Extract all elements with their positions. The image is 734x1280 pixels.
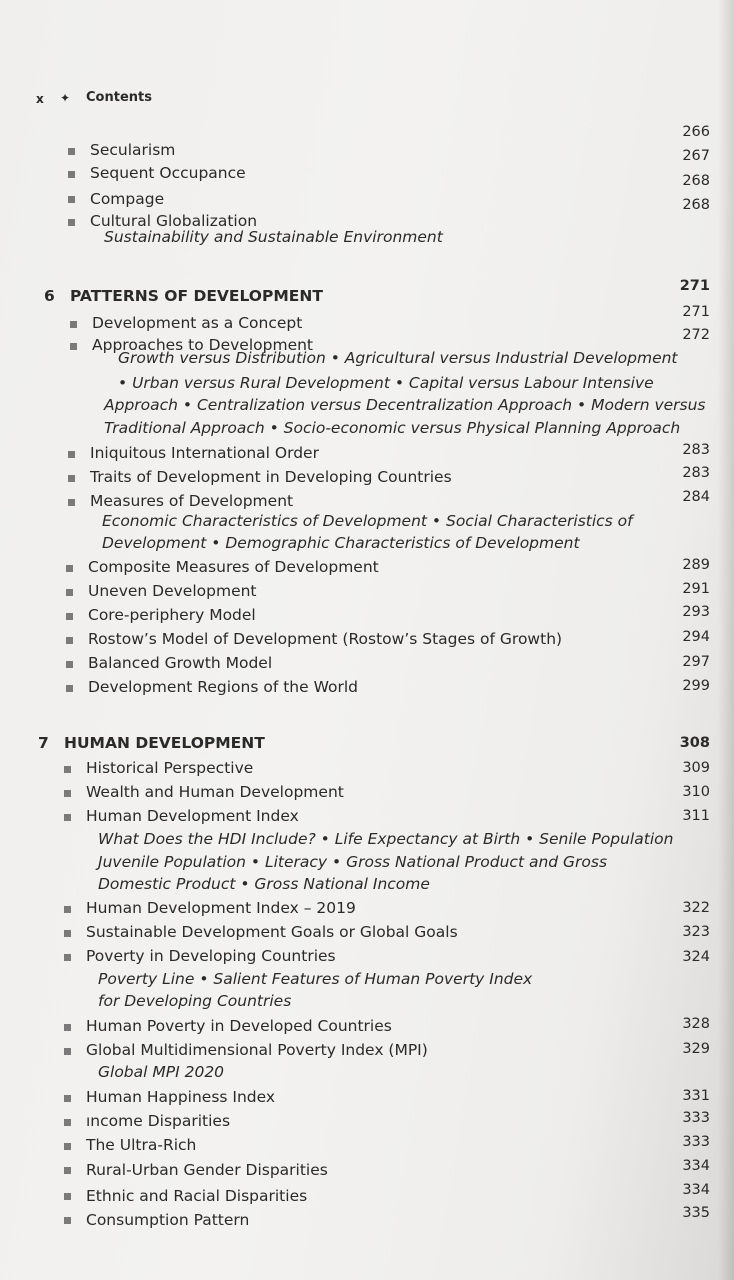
bullet-icon bbox=[64, 1048, 71, 1055]
bullet-icon bbox=[70, 321, 77, 328]
bullet-icon bbox=[66, 613, 73, 620]
chapter-page-number: 271 bbox=[679, 278, 710, 294]
page-number: 323 bbox=[682, 924, 710, 940]
toc-entry: Consumption Pattern bbox=[86, 1211, 250, 1229]
bullet-icon bbox=[68, 196, 75, 203]
page-number: 333 bbox=[682, 1134, 710, 1150]
bullet-icon bbox=[68, 475, 75, 482]
toc-subtopics: Juvenile Population • Literacy • Gross National Product and Gross bbox=[98, 853, 608, 871]
toc-subtopics: • Urban versus Rural Development • Capital versus Labour Intensive bbox=[118, 374, 654, 392]
chapter-page-number: 308 bbox=[679, 735, 710, 751]
toc-subtopics: What Does the HDI Include? • Life Expectancy at Birth • Senile Population bbox=[98, 830, 674, 848]
toc-entry: Compage bbox=[90, 190, 165, 208]
page-number: 310 bbox=[682, 784, 710, 800]
bullet-icon bbox=[64, 766, 71, 773]
toc-entry: Balanced Growth Model bbox=[88, 654, 273, 672]
toc-subtopics: Economic Characteristics of Development • Social Characteristics of bbox=[102, 512, 633, 530]
page-number: 268 bbox=[682, 197, 710, 213]
toc-subtopics: Poverty Line • Salient Features of Human Poverty Index bbox=[98, 970, 533, 988]
chapter-title: HUMAN DEVELOPMENT bbox=[64, 734, 265, 752]
bullet-icon bbox=[66, 565, 73, 572]
page-number: 284 bbox=[682, 489, 710, 505]
toc-entry: Development as a Concept bbox=[92, 314, 303, 332]
toc-entry: Iniquitous International Order bbox=[90, 444, 319, 462]
bullet-icon bbox=[64, 1167, 71, 1174]
bullet-icon bbox=[66, 589, 73, 596]
page-number: 334 bbox=[682, 1158, 710, 1174]
bullet-icon bbox=[70, 343, 77, 350]
page-number: 267 bbox=[682, 148, 710, 164]
page-number: 283 bbox=[682, 442, 710, 458]
page-number: 329 bbox=[682, 1041, 710, 1057]
toc-entry: Ethnic and Racial Disparities bbox=[86, 1187, 308, 1205]
toc-entry: Secularism bbox=[90, 141, 176, 159]
toc-entry: ıncome Disparities bbox=[86, 1112, 231, 1130]
bullet-icon bbox=[64, 814, 71, 821]
page-number: 322 bbox=[682, 900, 710, 916]
bullet-icon bbox=[64, 1193, 71, 1200]
page-folio: x bbox=[36, 92, 44, 106]
toc-entry: Development Regions of the World bbox=[88, 678, 358, 696]
bullet-icon bbox=[64, 1143, 71, 1150]
bullet-icon bbox=[64, 954, 71, 961]
toc-entry: Sustainable Development Goals or Global Goals bbox=[86, 923, 458, 941]
page-number: 299 bbox=[682, 678, 710, 694]
bullet-icon bbox=[68, 499, 75, 506]
toc-entry: Historical Perspective bbox=[86, 759, 254, 777]
toc-entry: Human Happiness Index bbox=[86, 1088, 276, 1106]
toc-entry: Measures of Development bbox=[90, 492, 294, 510]
bullet-icon bbox=[66, 637, 73, 644]
toc-entry: Human Development Index bbox=[86, 807, 299, 825]
page-number: 309 bbox=[682, 760, 710, 776]
chapter-number: 7 bbox=[38, 734, 49, 752]
toc-entry: The Ultra-Rich bbox=[86, 1136, 197, 1154]
toc-subtopics: Development • Demographic Characteristics of Development bbox=[102, 534, 580, 552]
page-number: 324 bbox=[682, 949, 710, 965]
toc-subtopics: for Developing Countries bbox=[98, 992, 292, 1010]
toc-entry: Rostow’s Model of Development (Rostow’s Stages of Growth) bbox=[88, 630, 563, 648]
toc-entry: Wealth and Human Development bbox=[86, 783, 344, 801]
bullet-icon bbox=[68, 219, 75, 226]
bullet-icon bbox=[66, 661, 73, 668]
chapter-title: PATTERNS OF DEVELOPMENT bbox=[70, 287, 323, 305]
toc-entry: Cultural Globalization bbox=[90, 212, 258, 230]
page-edge-shadow bbox=[718, 0, 734, 1280]
toc-subtopics: Global MPI 2020 bbox=[98, 1063, 225, 1081]
toc-entry: Uneven Development bbox=[88, 582, 257, 600]
page-number: 328 bbox=[682, 1016, 710, 1032]
toc-entry: Rural-Urban Gender Disparities bbox=[86, 1161, 328, 1179]
page-number: 291 bbox=[682, 581, 710, 597]
bullet-icon bbox=[68, 171, 75, 178]
bullet-icon bbox=[64, 930, 71, 937]
bullet-icon bbox=[68, 451, 75, 458]
page-number: 268 bbox=[682, 173, 710, 189]
page-number: 272 bbox=[682, 327, 710, 343]
toc-entry: Human Poverty in Developed Countries bbox=[86, 1017, 392, 1035]
page-number: 293 bbox=[682, 604, 710, 620]
bullet-icon bbox=[68, 148, 75, 155]
page-number: 266 bbox=[682, 124, 710, 140]
toc-subtopics: Domestic Product • Gross National Income bbox=[98, 875, 430, 893]
toc-entry: Core-periphery Model bbox=[88, 606, 256, 624]
page-number: 334 bbox=[682, 1182, 710, 1198]
toc-subtopics: Traditional Approach • Socio-economic versus Physical Planning Approach bbox=[104, 419, 681, 437]
toc-entry: Traits of Development in Developing Countries bbox=[90, 468, 452, 486]
page-number: 289 bbox=[682, 557, 710, 573]
bullet-icon bbox=[64, 1119, 71, 1126]
toc-entry: Poverty in Developing Countries bbox=[86, 947, 336, 965]
page-number: 311 bbox=[682, 808, 710, 824]
page-number: 271 bbox=[682, 304, 710, 320]
page-number: 294 bbox=[682, 629, 710, 645]
bullet-icon bbox=[64, 1095, 71, 1102]
page-number: 335 bbox=[682, 1205, 710, 1221]
header-separator-icon: ✦ bbox=[60, 91, 71, 105]
bullet-icon bbox=[64, 790, 71, 797]
toc-entry: Global Multidimensional Poverty Index (MPI) bbox=[86, 1041, 428, 1059]
page-number: 333 bbox=[682, 1110, 710, 1126]
toc-subtopics: Sustainability and Sustainable Environment bbox=[104, 228, 443, 246]
page-number: 297 bbox=[682, 654, 710, 670]
page-number: 331 bbox=[682, 1088, 710, 1104]
bullet-icon bbox=[64, 1024, 71, 1031]
toc-entry: Composite Measures of Development bbox=[88, 558, 379, 576]
page-number: 283 bbox=[682, 465, 710, 481]
toc-entry: Human Development Index – 2019 bbox=[86, 899, 356, 917]
chapter-number: 6 bbox=[44, 287, 55, 305]
bullet-icon bbox=[64, 1217, 71, 1224]
toc-entry: Approaches to Development bbox=[92, 336, 314, 354]
toc-entry: Sequent Occupance bbox=[90, 164, 246, 182]
toc-subtopics: Approach • Centralization versus Decentralization Approach • Modern versus bbox=[104, 396, 706, 414]
toc-subtopics: Growth versus Distribution • Agricultural versus Industrial Development bbox=[118, 349, 678, 367]
bullet-icon bbox=[66, 685, 73, 692]
bullet-icon bbox=[64, 906, 71, 913]
page-header-title: Contents bbox=[86, 90, 152, 105]
